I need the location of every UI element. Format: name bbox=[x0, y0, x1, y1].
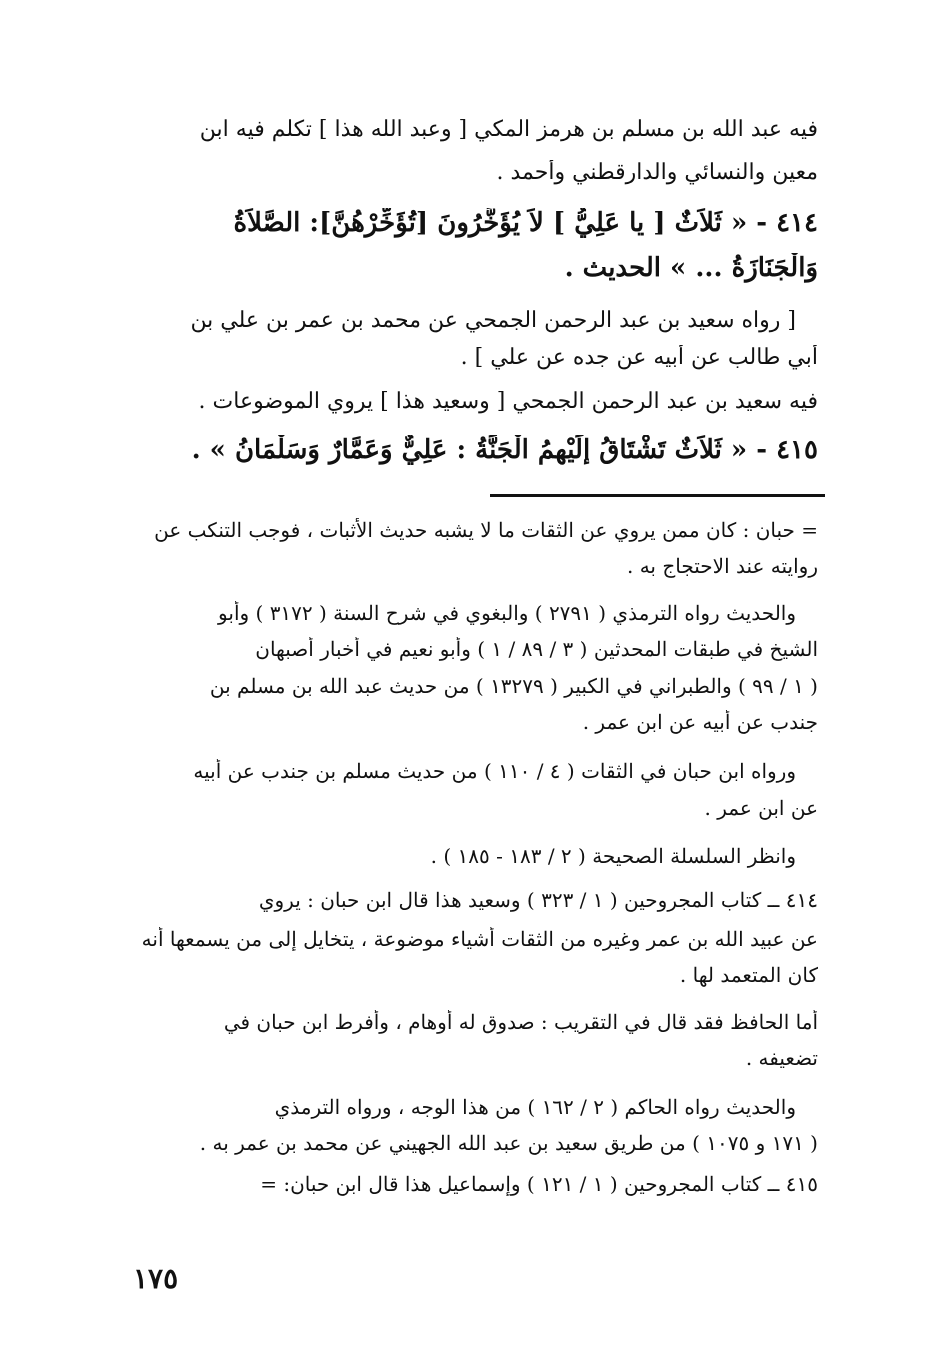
footnote-line: عن ابن عمر . bbox=[704, 796, 818, 820]
footnote-divider bbox=[490, 494, 825, 497]
footnote-line: والحديث رواه الترمذي ( ٢٧٩١ ) والبغوي في شرح السنة ( ٣١٧٢ ) وأبو bbox=[218, 601, 796, 625]
footnote-line: أما الحافظ فقد قال في التقريب : صدوق له أوهام ، وأفرط ابن حبان في bbox=[223, 1010, 818, 1034]
footnote-415: ٤١٥ ــ كتاب المجروحين ( ١ / ١٢١ ) وإسماعيل هذا قال ابن حبان: = bbox=[260, 1172, 818, 1196]
footnote-line: تضعيفه . bbox=[745, 1046, 818, 1070]
footnote-line: الشيخ في طبقات المحدثين ( ٣ / ٨٩ / ١ ) وأبو نعيم في أخبار أصبهان bbox=[255, 637, 818, 661]
footnote-line: ( ١ / ٩٩ ) والطبراني في الكبير ( ١٣٢٧٩ ) من حديث عبد الله بن مسلم بن bbox=[209, 674, 818, 698]
footnote-414: ٤١٤ ــ كتاب المجروحين ( ١ / ٣٢٣ ) وسعيد هذا قال ابن حبان : يروي bbox=[258, 888, 818, 912]
hadith-414-heading-cont: وَالْجَنَازَةُ ... » الحديث . bbox=[564, 253, 818, 283]
footnote-line: جندب عن أبيه عن ابن عمر . bbox=[582, 710, 818, 734]
main-text-line: أبي طالب عن أبيه عن جده عن علي ] . bbox=[460, 345, 818, 370]
hadith-415-heading: ٤١٥ - « ثَلاَثٌ تَشْتَاقُ إِلَيْهِمُ الْجَنَّةُ : عَلِيٌّ وَعَمَّارٌ وَسَلْمَانُ » . bbox=[191, 435, 818, 465]
footnote-line: عن عبيد الله بن عمر وغيره من الثقات أشياء موضوعة ، يتخايل إلى من يسمعها أنه bbox=[141, 927, 818, 951]
footnote-line: ( ١٧١ و ١٠٧٥ ) من طريق سعيد بن عبد الله الجهيني عن محمد بن عمر به . bbox=[199, 1131, 818, 1155]
footnote-line: ورواه ابن حبان في الثقات ( ٤ / ١١٠ ) من حديث مسلم بن جندب عن أبيه bbox=[193, 759, 796, 783]
footnote-line: = حبان : كان ممن يروي عن الثقات ما لا يشبه حديث الأثبات ، فوجب التنكب عن bbox=[154, 518, 818, 542]
main-text-line: فيه سعيد بن عبد الرحمن الجمحي [ وسعيد هذا ] يروي الموضوعات . bbox=[198, 389, 818, 414]
footnote-line: وانظر السلسلة الصحيحة ( ٢ / ١٨٣ - ١٨٥ ) . bbox=[430, 844, 796, 868]
footnote-line: كان المتعمد لها . bbox=[679, 963, 818, 987]
main-text-line: معين والنسائي والدارقطني وأحمد . bbox=[496, 160, 818, 185]
footnote-line: روايته عند الاحتجاج به . bbox=[626, 554, 818, 578]
hadith-414-heading: ٤١٤ - « ثَلاَثٌ [ يا عَلِيُّ ] لاَ يُؤَخَّرُونَ [تُؤَخِّرْهُنَّ]: الصَّلاَةُ bbox=[233, 208, 818, 238]
main-text-line: [ رواه سعيد بن عبد الرحمن الجمحي عن محمد بن عمر بن علي بن bbox=[190, 308, 796, 333]
footnote-line: والحديث رواه الحاكم ( ٢ / ١٦٢ ) من هذا الوجه ، ورواه الترمذي bbox=[274, 1095, 796, 1119]
page-number: ١٧٥ bbox=[133, 1262, 179, 1295]
main-text-line: فيه عبد الله بن مسلم بن هرمز المكي [ وعبد الله هذا ] تكلم فيه ابن bbox=[199, 117, 818, 142]
